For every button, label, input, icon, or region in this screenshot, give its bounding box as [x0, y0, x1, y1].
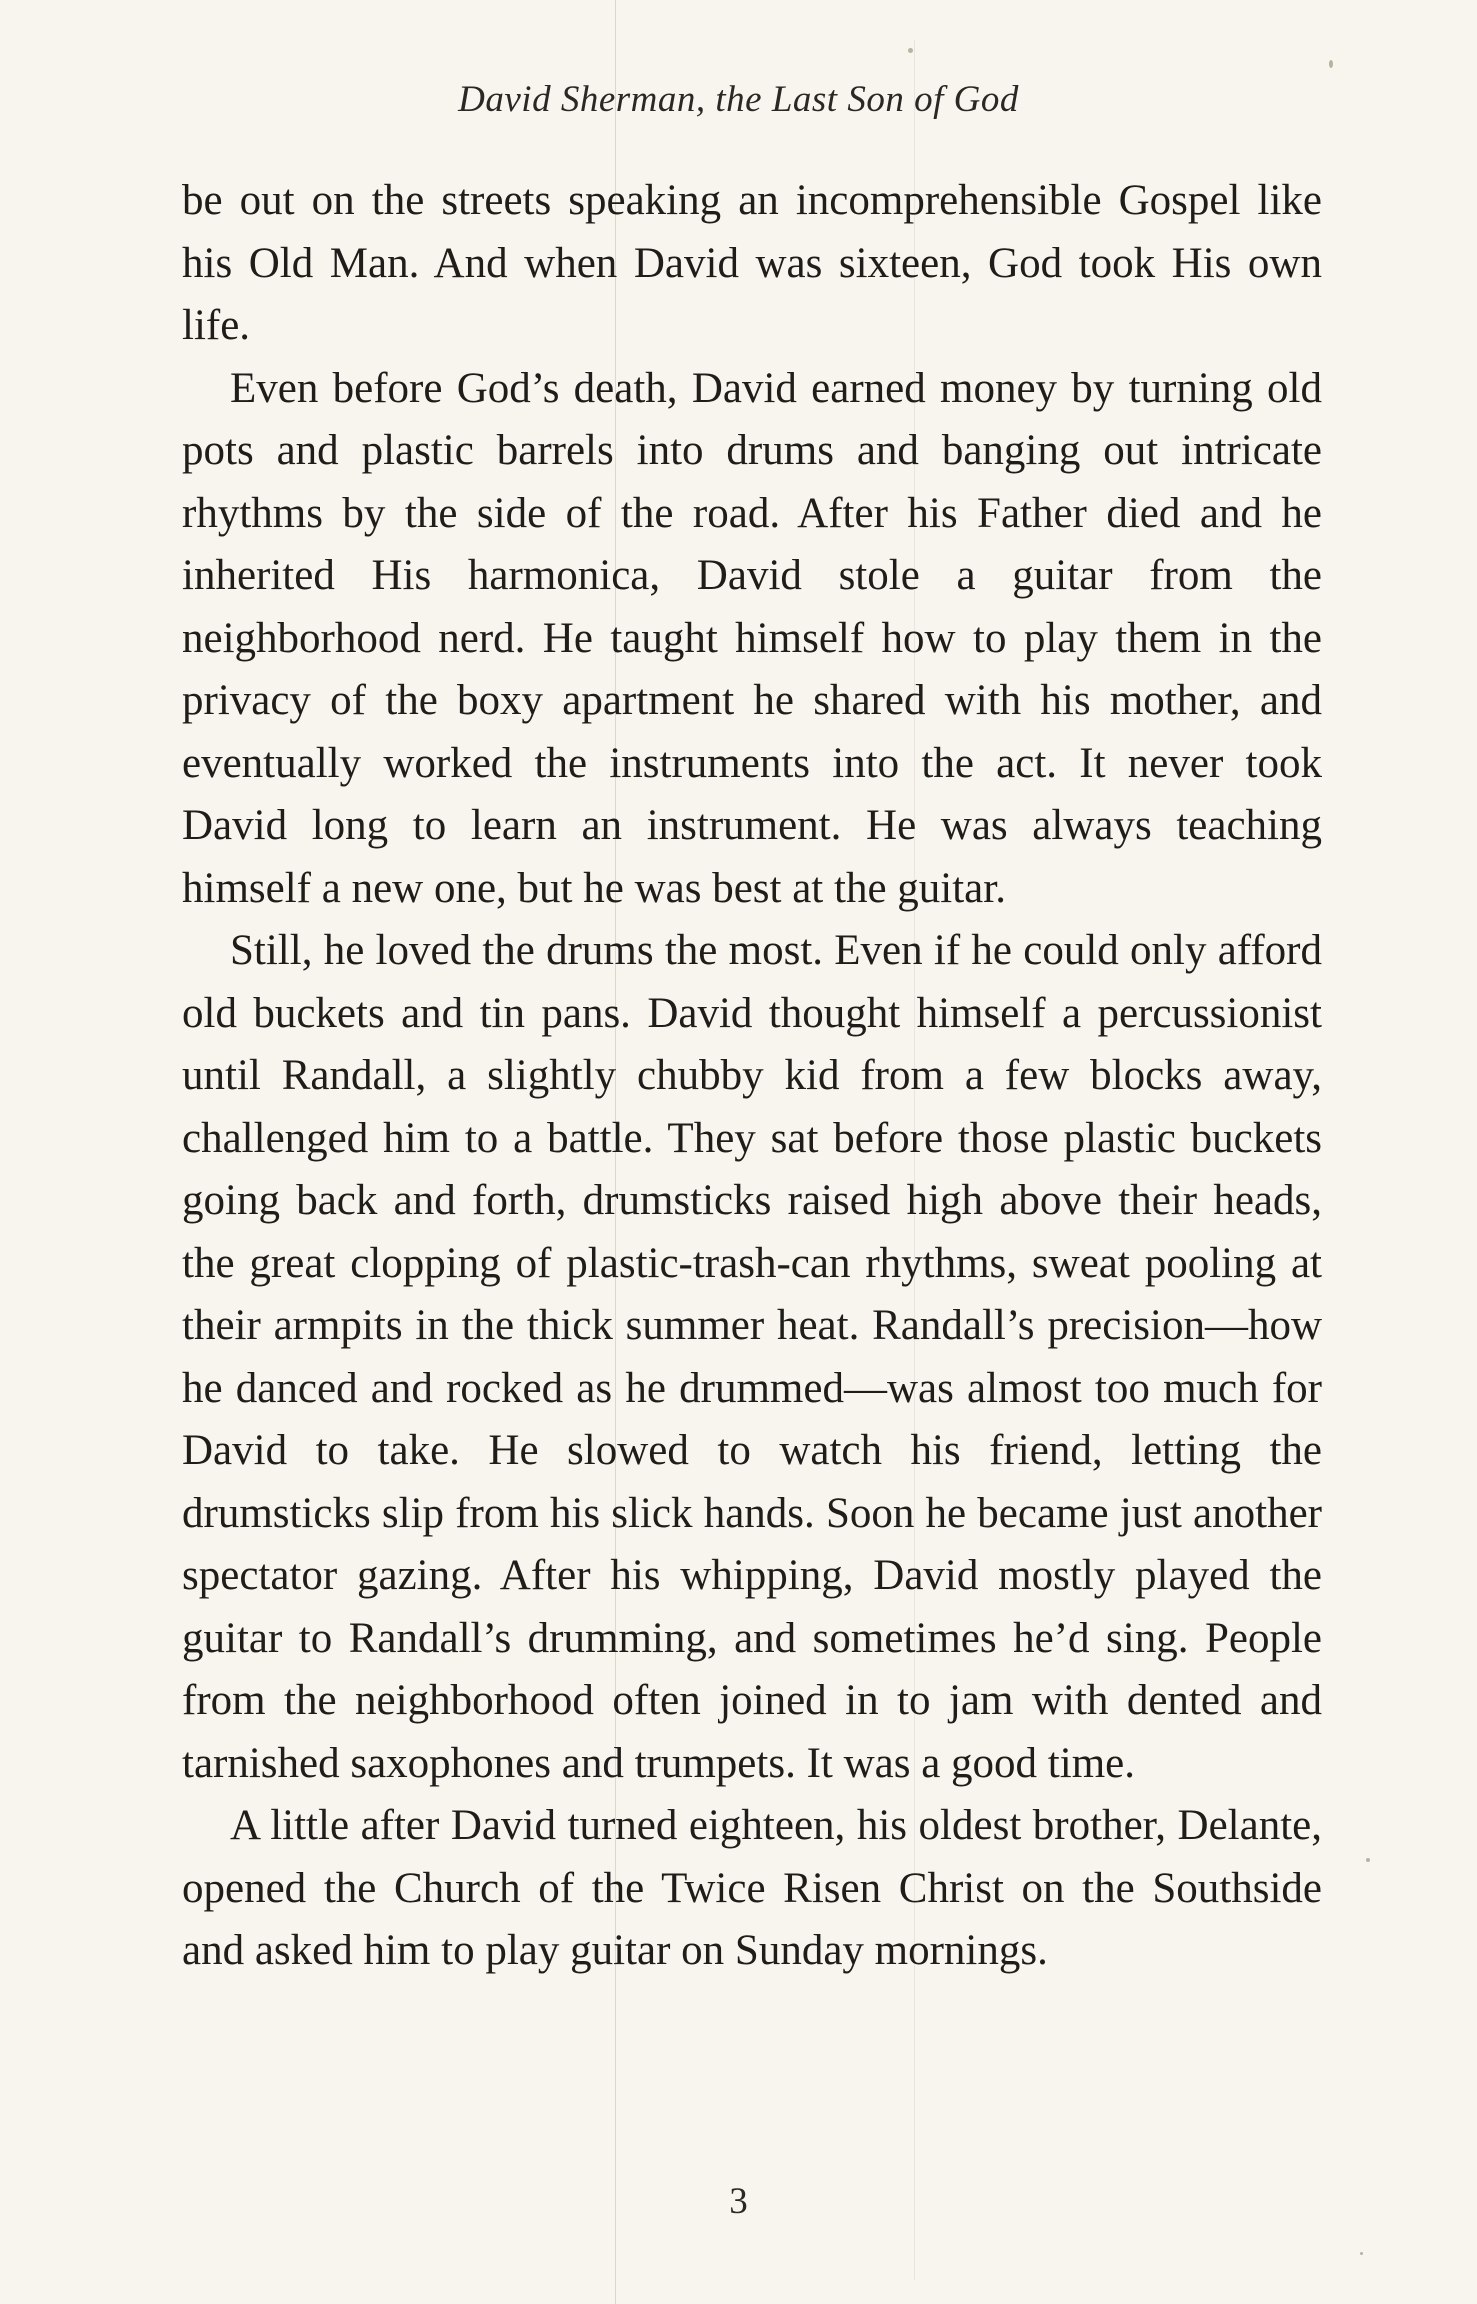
- paper-speck: [1360, 2252, 1363, 2255]
- paragraph: Even before God’s death, David earned money by turning old pots and plastic barrels into drums and banging out intricate rhythms by the side of the road. After his Father died and he inherited His harmonica, David stole a guitar from the neighborhood nerd. He taught himself how to play them in the privacy of the boxy apartment he shared with his mother, and eventually worked the instruments into the act. It never took David long to learn an instrument. He was always teaching himself a new one, but he was best at the guitar.: [182, 364, 1322, 912]
- paragraph: be out on the streets speaking an incomprehensible Gospel like his Old Man. And when David was sixteen, God took His own life.: [182, 177, 1322, 349]
- paper-speck: [1366, 1858, 1370, 1862]
- paper-speck: [908, 48, 913, 53]
- paragraph: A little after David turned eighteen, his oldest brother, Delante, opened the Church of the Twice Risen Christ on the Southside and asked him to play guitar on Sunday mornings.: [182, 1802, 1322, 1974]
- paper-speck: [1329, 60, 1333, 68]
- paragraph: Still, he loved the drums the most. Even if he could only afford old buckets and tin pans. David thought himself a percussionist until Randall, a slightly chubby kid from a few blocks away, challenged him to a battle. They sat before those plastic buckets going back and forth, drumsticks raised high above their heads, the great clopping of plastic-trash-can rhythms, sweat pooling at their armpits in the thick summer heat. Randall’s precision—how he danced and rocked as he drummed—was almost too much for David to take. He slowed to watch his friend, letting the drumsticks slip from his slick hands. Soon he became just another spectator gazing. After his whipping, David mostly played the guitar to Randall’s drumming, and sometimes he’d sing. People from the neighborhood often joined in to jam with dented and tarnished saxophones and trumpets. It was a good time.: [182, 927, 1322, 1787]
- page-number: 3: [729, 2181, 748, 2222]
- body-text: [182, 170, 1322, 1983]
- running-head: David Sherman, the Last Son of God: [458, 79, 1019, 120]
